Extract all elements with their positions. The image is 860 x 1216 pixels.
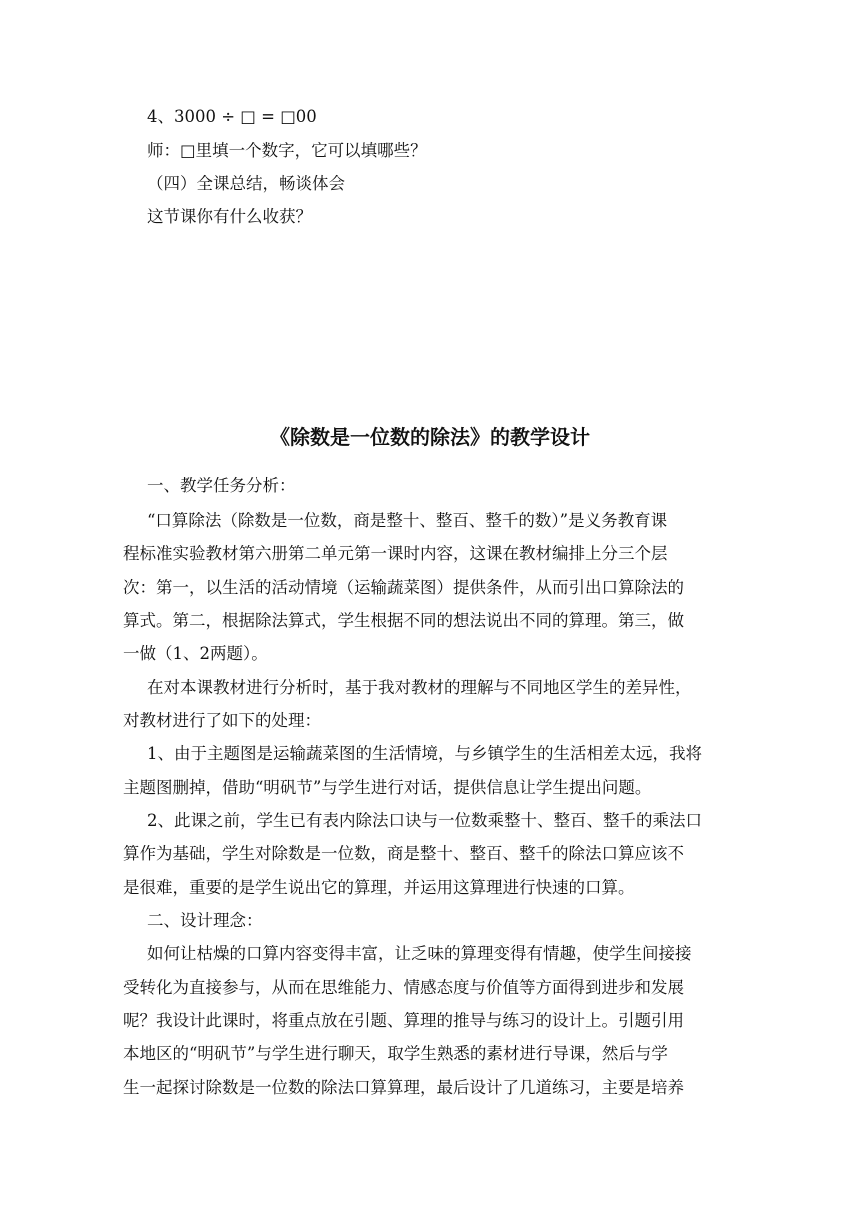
paragraph-line: 算作为基础，学生对除数是一位数，商是整十、整百、整千的除法口算应该不 [123,844,684,863]
exercise-line-4: 4、3000 ÷ □ = □00 [147,107,317,126]
document-title: 《除数是一位数的除法》的教学设计 [270,425,590,449]
paragraph-line: 次：第一，以生活的活动情境（运输蔬菜图）提供条件，从而引出口算除法的 [123,578,684,597]
paragraph-line: 算式。第二，根据除法算式，学生根据不同的想法说出不同的算理。第三，做 [123,611,684,630]
paragraph-line: 对教材进行了如下的处理： [123,711,321,730]
paragraph-line: 受转化为直接参与，从而在思维能力、情感态度与价值等方面得到进步和发展 [123,978,684,997]
paragraph-line: 呢？我设计此课时，将重点放在引题、算理的推导与练习的设计上。引题引用 [123,1011,684,1030]
paragraph-line: 生一起探讨除数是一位数的除法口算算理，最后设计了几道练习，主要是培养 [123,1078,684,1097]
section-four-heading: （四）全课总结，畅谈体会 [147,174,345,193]
paragraph-line: “口算除法（除数是一位数，商是整十、整百、整千的数）”是义务教育课 [147,511,668,530]
paragraph-line: 一做（1、2两题）。 [123,644,268,663]
paragraph-line: 本地区的“明矾节”与学生进行聊天，取学生熟悉的素材进行导课，然后与学 [123,1044,668,1063]
paragraph-line: 是很难，重要的是学生说出它的算理，并运用这算理进行快速的口算。 [123,878,635,897]
section-one-heading: 一、教学任务分析： [147,476,296,495]
paragraph-line: 如何让枯燥的口算内容变得丰富，让乏味的算理变得有情趣，使学生间接接 [147,944,692,963]
paragraph-line: 2、此课之前，学生已有表内除法口诀与一位数乘整十、整百、整千的乘法口 [147,811,702,830]
paragraph-line: 程标准实验教材第六册第二单元第一课时内容，这课在教材编排上分三个层 [123,544,668,563]
closing-question-line: 这节课你有什么收获？ [147,207,312,226]
paragraph-line: 在对本课教材进行分析时，基于我对教材的理解与不同地区学生的差异性， [147,678,692,697]
paragraph-line: 1、由于主题图是运输蔬菜图的生活情境，与乡镇学生的生活相差太远，我将 [147,744,702,763]
paragraph-line: 主题图删掉，借助“明矾节”与学生进行对话，提供信息让学生提出问题。 [123,778,652,797]
teacher-question-line: 师：□里填一个数字，它可以填哪些？ [147,141,427,160]
section-two-heading: 二、设计理念： [147,911,263,930]
